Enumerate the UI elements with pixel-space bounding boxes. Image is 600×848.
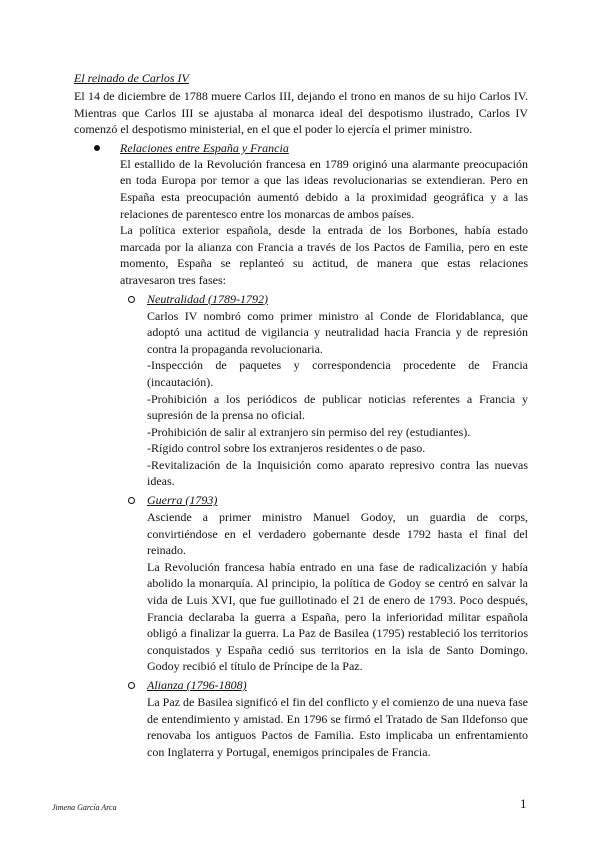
phase-title: Alianza (1796-1808) [147,678,247,692]
phase-paragraph: -Rígido control sobre los extranjeros residentes o de paso. [147,441,426,456]
phase-paragraph: -Prohibición a los periódicos de publicar noticias referentes a Francia y supresión de la prensa no oficial. [147,391,528,423]
section-paragraph: La política exterior española, desde la entrada de los Borbones, había estado marcada por la alianza con Francia a través de los Pactos de Familia, pero en este momento, España se replanteó su actitud, de manera que estas relaciones atravesaron tres fases: [120,223,528,287]
document-page [74,70,528,760]
phase-paragraph: Asciende a primer ministro Manuel Godoy, un guardia de corps, convirtiéndose en el verdadero gobernante desde 1792 hasta el final del reinado. [147,510,528,558]
phase-neutralidad [120,291,528,491]
phase-paragraph: La Revolución francesa había entrado en una fase de radicalización y había abolido la monarquía. Al principio, la política de Godoy se centró en salvar la vida de Luis XVI, que fue guillotinado el 21 de enero de 1793. Poco después, Francia declaraba la guerra a España, pero la inferioridad militar española obligó a finalizar la guerra. La Paz de Basilea (1795) restableció los territorios conquistados y España cedió sus territorios en la isla de Santo Domingo. Godoy recibió el título de Príncipe de la Paz. [147,559,528,674]
phase-alianza [120,677,528,760]
bullet-circle-icon [128,296,135,303]
document-title: El reinado de Carlos IV [74,71,189,85]
phase-title: Neutralidad (1789-1792) [147,291,268,306]
phase-paragraph: La Paz de Basilea significó el fin del conflicto y el comienzo de una nueva fase de entendimiento y amistad. En 1796 se firmó el Tratado de San Ildefonso que renovaba los antiguos Pactos de Familia. Esto implicaba un enfrentamiento con Inglaterra y Portugal, enemigos principales de Francia. [147,695,528,759]
bullet-circle-icon [128,682,135,689]
intro-paragraph: El 14 de diciembre de 1788 muere Carlos III, dejando el trono en manos de su hijo Carlos IV. Mientras que Carlos III se ajustaba al monarca ideal del despotismo ilustrado, Carlos IV comenzó el despotismo ministerial, en el que el poder lo ejercía el primer ministro. [74,89,528,137]
section-title: Relaciones entre España y Francia [120,140,289,155]
phase-guerra [120,492,528,675]
phase-paragraph: -Prohibición de salir al extranjero sin permiso del rey (estudiantes). [147,424,471,439]
phase-paragraph: Carlos IV nombró como primer ministro al Conde de Floridablanca, que adoptó una actitud de vigilancia y neutralidad hacia Francia y de represión contra la propaganda revolucionaria. [147,308,528,356]
footer-author: Jimena García Arca [52,803,117,812]
phase-paragraph: -Revitalización de la Inquisición como aparato represivo contra las nuevas ideas. [147,457,528,489]
section-relaciones [74,140,528,761]
bullet-circle-icon [128,497,135,504]
phase-title: Guerra (1793) [147,493,218,508]
section-paragraph: El estallido de la Revolución francesa en 1789 originó una alarmante preocupación en toda Europa por temor a que las ideas revolucionarias se extendieran. Pero en España esta preocupación aumentó debido a la proximidad geográfica y a las relaciones de parentesco entre los monarcas de ambos países. [120,156,528,221]
bullet-disc-icon [94,145,100,151]
page-number: 1 [520,796,527,811]
phase-paragraph: -Inspección de paquetes y correspondencia procedente de Francia (incautación). [147,358,528,389]
